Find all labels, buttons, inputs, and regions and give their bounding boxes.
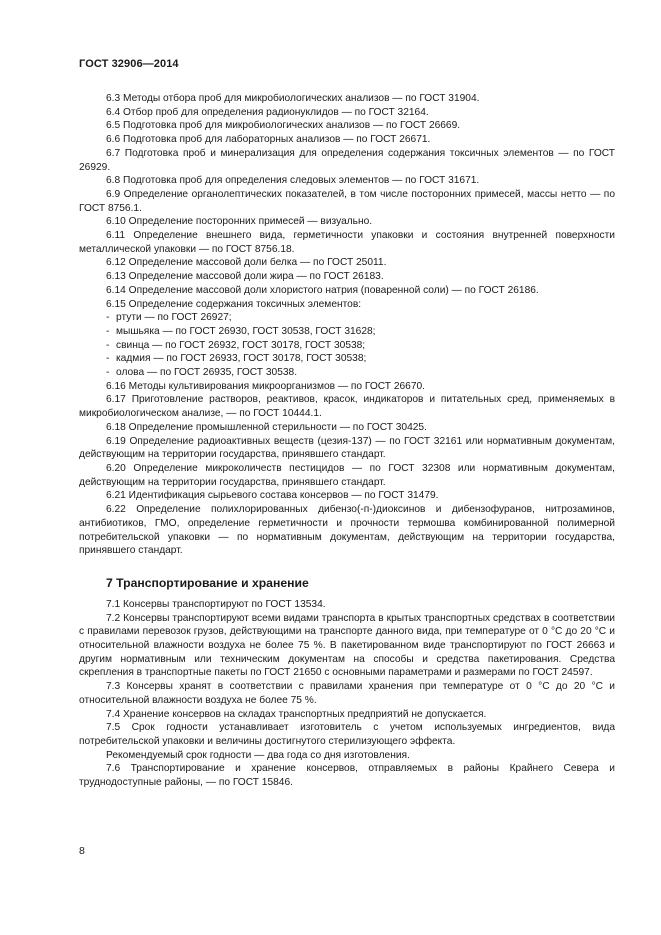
paragraph: 7.2 Консервы транспортируют всеми видами транспорта в крытых транспортных средствах в соответствии с правилами перевозок грузов, действующими на транспорте данного вида, при температуре от 0 °С до 20 °С и относительной влажности воздуха не более 75 %. В пакетированном виде транспортируют по ГОСТ 26663 и другим нормативным или техническим документам на способы и средства пакетирования. Средства скрепления в транспортные пакеты по ГОСТ 21650 с основными параметрами и размерами по ГОСТ 24597. <box>79 612 615 679</box>
paragraph: 6.8 Подготовка проб для определения следовых элементов — по ГОСТ 31671. <box>106 175 480 187</box>
list-dash-item <box>79 311 615 325</box>
paragraph: 7.1 Консервы транспортируют по ГОСТ 13534. <box>106 598 326 610</box>
list-dash-text: свинца — по ГОСТ 26932, ГОСТ 30178, ГОСТ 30538; <box>116 339 366 351</box>
list-dash-item <box>79 339 615 353</box>
paragraph: 6.12 Определение массовой доли белка — по ГОСТ 25011. <box>106 257 387 269</box>
paragraph: 7.3 Консервы хранят в соответствии с правилами хранения при температуре от 0 °С до 20 °С и относительной влажности воздуха не более 75 %. <box>79 681 615 706</box>
paragraph: 6.10 Определение посторонних примесей — визуально. <box>106 216 373 228</box>
list-dash-text: олова — по ГОСТ 26935, ГОСТ 30538. <box>116 367 298 379</box>
dash-marker: - <box>106 339 110 351</box>
dash-marker: - <box>106 312 110 324</box>
section-7-list <box>79 598 615 790</box>
paragraph: 6.3 Методы отбора проб для микробиологических анализов — по ГОСТ 31904. <box>106 93 480 104</box>
document-body <box>79 92 615 790</box>
paragraph: 6.21 Идентификация сырьевого состава консервов — по ГОСТ 31479. <box>106 490 439 502</box>
section-6-list <box>79 92 615 558</box>
list-dash-item <box>79 366 615 380</box>
dash-marker: - <box>106 353 110 365</box>
paragraph: 6.22 Определение полихлорированных дибензо(-п-)диоксинов и дибензофуранов, нитрозаминов, антибиотиков, ГМО, определение герметичности и прочности термошва комбинированной полимерной потребительской упаковки — по нормативным документам, действующим на территории государства, принявшего стандарт. <box>79 504 615 557</box>
page-number: 8 <box>79 845 85 857</box>
list-dash-item <box>79 325 615 339</box>
paragraph: 6.19 Определение радиоактивных веществ (цезия-137) — по ГОСТ 32161 или нормативным документам, действующим на территории государства, принявшего стандарт. <box>79 435 615 461</box>
paragraph: 7.6 Транспортирование и хранение консервов, отправляемых в районы Крайнего Севера и труднодоступные районы, — по ГОСТ 15846. <box>79 763 615 789</box>
paragraph: 6.9 Определение органолептических показателей, в том числе посторонних примесей, массы нетто — по ГОСТ 8756.1. <box>79 188 615 214</box>
dash-marker: - <box>106 325 110 337</box>
paragraph: 6.18 Определение промышленной стерильности — по ГОСТ 30425. <box>106 421 427 433</box>
dash-marker: - <box>106 367 110 379</box>
paragraph: 6.11 Определение внешнего вида, герметичности упаковки и состояния внутренней поверхности металлической упаковки — по ГОСТ 8756.18. <box>79 230 615 255</box>
document-header: ГОСТ 32906—2014 <box>79 58 179 70</box>
list-dash-text: кадмия — по ГОСТ 26933, ГОСТ 30178, ГОСТ 30538; <box>116 353 367 365</box>
paragraph: 6.14 Определение массовой доли хлористого натрия (поваренной соли) — по ГОСТ 26186. <box>106 284 539 296</box>
paragraph: 6.15 Определение содержания токсичных элементов: <box>106 298 362 310</box>
paragraph: 6.13 Определение массовой доли жира — по ГОСТ 26183. <box>106 271 384 283</box>
paragraph: 7.4 Хранение консервов на складах транспортных предприятий не допускается. <box>106 708 487 720</box>
paragraph: 6.17 Приготовление растворов, реактивов, красок, индикаторов и питательных сред, применяемых в микробиологическом анализе, — по ГОСТ 10444.1. <box>79 394 615 420</box>
paragraph: 6.16 Методы культивирования микроорганизмов — по ГОСТ 26670. <box>106 380 425 392</box>
paragraph: 6.7 Подготовка проб и минерализация для определения содержания токсичных элементов — по ГОСТ 26929. <box>79 147 615 173</box>
paragraph: 6.5 Подготовка проб для микробиологических анализов — по ГОСТ 26669. <box>106 120 461 132</box>
list-dash-item <box>79 352 615 366</box>
list-dash-text: мышьяка — по ГОСТ 26930, ГОСТ 30538, ГОСТ 31628; <box>116 325 376 337</box>
section-7-heading: 7 Транспортирование и хранение <box>106 575 309 590</box>
paragraph: Рекомендуемый срок годности — два года со дня изготовления. <box>106 749 410 761</box>
paragraph: 6.4 Отбор проб для определения радионуклидов — по ГОСТ 32164. <box>106 106 429 118</box>
paragraph: 7.5 Срок годности устанавливает изготовитель с учетом используемых ингредиентов, вида потребительской упаковки и величины достигнутого стерилизующего эффекта. <box>79 722 615 747</box>
paragraph: 6.6 Подготовка проб для лабораторных анализов — по ГОСТ 26671. <box>106 134 431 146</box>
list-dash-text: ртути — по ГОСТ 26927; <box>116 312 232 324</box>
paragraph: 6.20 Определение микроколичеств пестицидов — по ГОСТ 32308 или нормативным документам, действующим на территории государства, принявшего стандарт. <box>79 462 615 488</box>
